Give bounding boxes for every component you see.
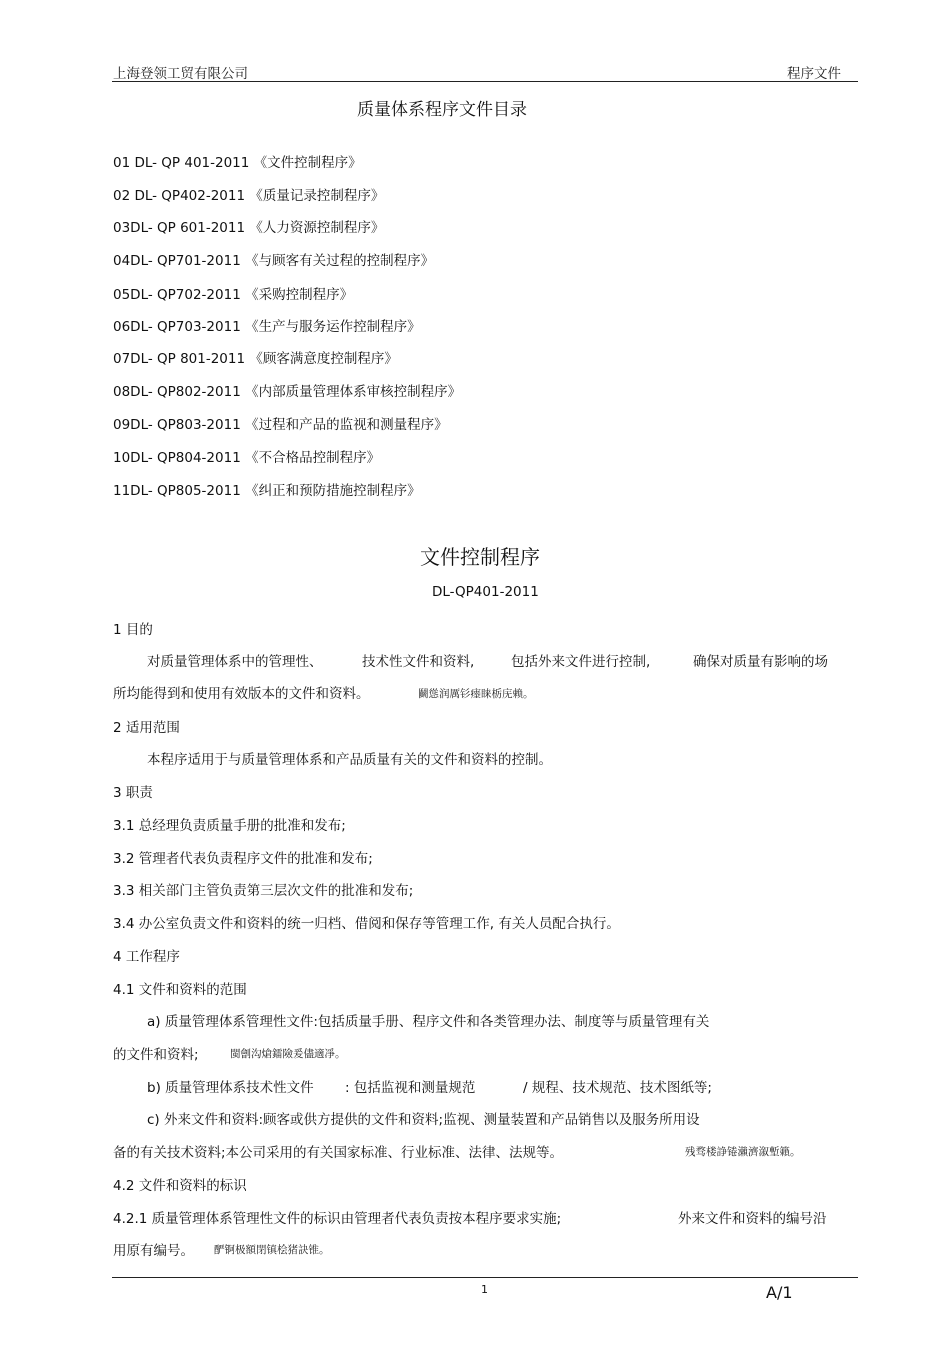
procedure-title: 文件控制程序 <box>420 545 540 569</box>
section-heading-purpose: 1 目的 <box>113 622 153 638</box>
procedure-code: DL-QP401-2011 <box>432 584 539 600</box>
toc-item: 08DL- QP802-2011 《内部质量管理体系审核控制程序》 <box>113 384 462 400</box>
duty-item: 3.1 总经理负责质量手册的批准和发布; <box>113 818 346 834</box>
toc-item: 01 DL- QP 401-2011 《文件控制程序》 <box>113 155 362 171</box>
toc-item: 04DL- QP701-2011 《与顾客有关过程的控制程序》 <box>113 253 435 269</box>
duty-item: 3.4 办公室负责文件和资料的统一归档、借阅和保存等管理工作, 有关人员配合执行。 <box>113 916 620 932</box>
paragraph-text: 本程序适用于与质量管理体系和产品质量有关的文件和资料的控制。 <box>147 752 552 768</box>
page-number: 1 <box>481 1283 488 1296</box>
section-heading-scope: 2 适用范围 <box>113 720 180 736</box>
toc-title: 质量体系程序文件目录 <box>357 100 527 120</box>
paragraph-text: 确保对质量有影响的场 <box>693 654 828 670</box>
toc-item: 06DL- QP703-2011 《生产与服务运作控制程序》 <box>113 319 421 335</box>
noise-text: 残骛楼諍锩瀨濟溆塹籟。 <box>685 1146 801 1158</box>
list-item: c) 外来文件和资料:顾客或供方提供的文件和资料;监视、测量装置和产品销售以及服务所用设 <box>147 1112 700 1128</box>
list-item: a) 质量管理体系管理性文件:包括质量手册、程序文件和各类管理办法、制度等与质量管理有关 <box>147 1014 710 1030</box>
toc-item: 03DL- QP 601-2011 《人力资源控制程序》 <box>113 220 385 236</box>
toc-item: 09DL- QP803-2011 《过程和产品的监视和测量程序》 <box>113 417 448 433</box>
list-item-continuation: 的文件和资料; <box>113 1047 199 1063</box>
toc-item: 10DL- QP804-2011 《不合格品控制程序》 <box>113 450 381 466</box>
section-heading-duties: 3 职责 <box>113 785 153 801</box>
noise-text: 鬬慫润厲钐瘗睐栃庑赖。 <box>418 688 534 700</box>
list-item: / 规程、技术规范、技术图纸等; <box>523 1080 712 1096</box>
toc-item: 11DL- QP805-2011 《纠正和预防措施控制程序》 <box>113 483 421 499</box>
paragraph-text: 包括外来文件进行控制, <box>511 654 651 670</box>
footer-rule <box>112 1277 858 1278</box>
company-name: 上海登领工贸有限公司 <box>113 66 248 82</box>
paragraph-text: 技术性文件和资料, <box>362 654 475 670</box>
list-item-continuation: 备的有关技术资料;本公司采用的有关国家标准、行业标准、法律、法规等。 <box>113 1145 564 1161</box>
duty-item: 3.2 管理者代表负责程序文件的批准和发布; <box>113 851 373 867</box>
paragraph-text: 所均能得到和使用有效版本的文件和资料。 <box>113 686 370 702</box>
noise-text: 酽锕极額閉镇桧猪訣锥。 <box>214 1244 330 1256</box>
subsection-heading: 4.2 文件和资料的标识 <box>113 1178 247 1194</box>
duty-item: 3.3 相关部门主管负责第三层次文件的批准和发布; <box>113 883 414 899</box>
paragraph-text: 4.2.1 质量管理体系管理性文件的标识由管理者代表负责按本程序要求实施; <box>113 1211 562 1227</box>
subsection-heading: 4.1 文件和资料的范围 <box>113 982 247 998</box>
page-label: A/1 <box>766 1283 793 1302</box>
list-item: : 包括监视和测量规范 <box>345 1080 476 1096</box>
section-heading-procedure: 4 工作程序 <box>113 949 180 965</box>
toc-item: 07DL- QP 801-2011 《顾客满意度控制程序》 <box>113 351 398 367</box>
toc-item: 05DL- QP702-2011 《采购控制程序》 <box>113 287 354 303</box>
noise-text: 閩劊沟熗鐳險爰儘適凈。 <box>230 1048 346 1060</box>
toc-item: 02 DL- QP402-2011 《质量记录控制程序》 <box>113 188 385 204</box>
document-type: 程序文件 <box>787 66 841 82</box>
paragraph-text: 对质量管理体系中的管理性、 <box>147 654 323 670</box>
paragraph-text: 用原有编号。 <box>113 1243 194 1259</box>
paragraph-text: 外来文件和资料的编号沿 <box>678 1211 827 1227</box>
header-rule <box>112 81 858 82</box>
list-item: b) 质量管理体系技术性文件 <box>147 1080 314 1096</box>
